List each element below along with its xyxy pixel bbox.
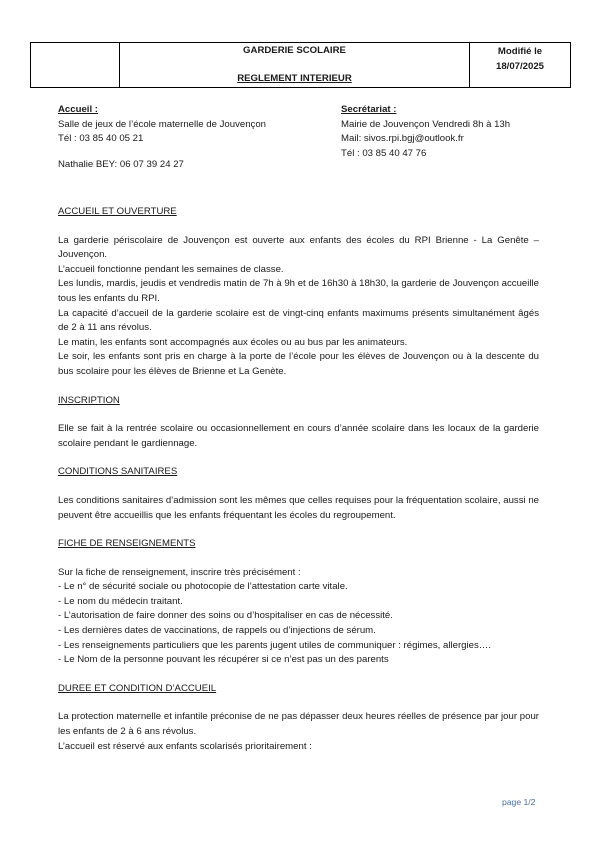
header-logo-cell <box>31 43 120 88</box>
document-title: GARDERIE SCOLAIRE <box>243 45 346 56</box>
section-fiche-renseignements <box>58 537 539 668</box>
paragraph: L’accueil est réservé aux enfants scolarisés prioritairement : <box>58 740 312 752</box>
section-title: INSCRIPTION <box>58 394 120 406</box>
secretariat-phone: Tél : 03 85 40 47 76 <box>341 147 427 159</box>
header-table <box>30 42 571 88</box>
paragraph: Le matin, les enfants sont accompagnés aux écoles ou au bus par les animateurs. <box>58 336 408 348</box>
header-modified-cell <box>470 43 571 88</box>
document-body <box>58 205 539 754</box>
list-item: - Le nom du médecin traitant. <box>58 595 183 607</box>
document-subtitle: REGLEMENT INTERIEUR <box>237 73 352 84</box>
paragraph: La protection maternelle et infantile préconise de ne pas dépasser deux heures réelles de présence par jour pour les enfants de 2 à 6 ans révolus. <box>58 711 539 738</box>
secretariat-hours: Mairie de Jouvençon Vendredi 8h à 13h <box>341 118 511 130</box>
paragraph: Les lundis, mardis, jeudis et vendredis matin de 7h à 9h et de 16h30 à 18h30, la garderie de Jouvençon accueille tous les enfants du RPI. <box>58 278 539 304</box>
secretariat-heading: Secrétariat : <box>341 104 397 115</box>
section-duree-condition <box>58 682 539 754</box>
list-item: - L’autorisation de faire donner des soins ou d’hospitaliser en cas de nécessité. <box>58 610 393 622</box>
modified-date: 18/07/2025 <box>495 61 544 72</box>
section-accueil-ouverture <box>58 205 539 380</box>
list-item: - Les dernières dates de vaccinations, de rappels ou d’injections de sérum. <box>58 625 376 637</box>
header-title-cell <box>120 43 470 88</box>
modified-label: Modifié le <box>497 46 543 57</box>
list-item: - Le n° de sécurité sociale ou photocopie de l’attestation carte vitale. <box>58 581 348 593</box>
paragraph: Sur la fiche de renseignement, inscrire très précisément : <box>58 566 301 578</box>
secretariat-email: Mail: sivos.rpi.bgj@outlook.fr <box>341 133 464 145</box>
accueil-phone: Tél : 03 85 40 05 21 <box>58 133 144 145</box>
section-inscription <box>58 394 539 452</box>
section-title: ACCUEIL ET OUVERTURE <box>58 206 177 217</box>
accueil-block <box>58 103 328 172</box>
list-item: - Le Nom de la personne pouvant les récupérer si ce n’est pas un des parents <box>58 654 389 666</box>
paragraph: L’accueil fonctionne pendant les semaines de classe. <box>58 263 284 275</box>
accueil-contact: Nathalie BEY: 06 07 39 24 27 <box>58 158 184 170</box>
paragraph: Elle se fait à la rentrée scolaire ou occasionnellement en cours d’année scolaire dans les locaux de la garderie scolaire pendant le gardiennage. <box>58 423 539 449</box>
accueil-address: Salle de jeux de l’école maternelle de Jouvençon <box>58 118 266 130</box>
paragraph: Les conditions sanitaires d’admission sont les mêmes que celles requises pour la fréquentation scolaire, aussi ne peuvent être accueillis que les enfants fréquentant les écoles du regroupement. <box>58 494 539 521</box>
section-conditions-sanitaires <box>58 465 539 523</box>
secretariat-block <box>341 103 561 161</box>
paragraph: Le soir, les enfants sont pris en charge à la porte de l’école pour les élèves de Jouvençon ou à la descente du bus scolaire pour les élèves de Brienne et La Genète. <box>58 351 539 377</box>
paragraph: La capacité d’accueil de la garderie scolaire est de vingt-cinq enfants maximums présents simultanément âgés de 2 à 11 ans révolus. <box>58 307 539 334</box>
section-title: DUREE ET CONDITION D’ACCUEIL <box>58 682 217 694</box>
list-item: - Les renseignements particuliers que les parents jugent utiles de communiquer : régimes, allergies…. <box>58 639 491 651</box>
paragraph: La garderie périscolaire de Jouvençon est ouverte aux enfants des écoles du RPI Brienne - La Genête – Jouvençon. <box>58 234 539 261</box>
section-title: CONDITIONS SANITAIRES <box>58 466 178 478</box>
page-number: page 1/2 <box>502 797 536 807</box>
accueil-heading: Accueil : <box>58 104 98 115</box>
section-title: FICHE DE RENSEIGNEMENTS <box>58 538 196 550</box>
